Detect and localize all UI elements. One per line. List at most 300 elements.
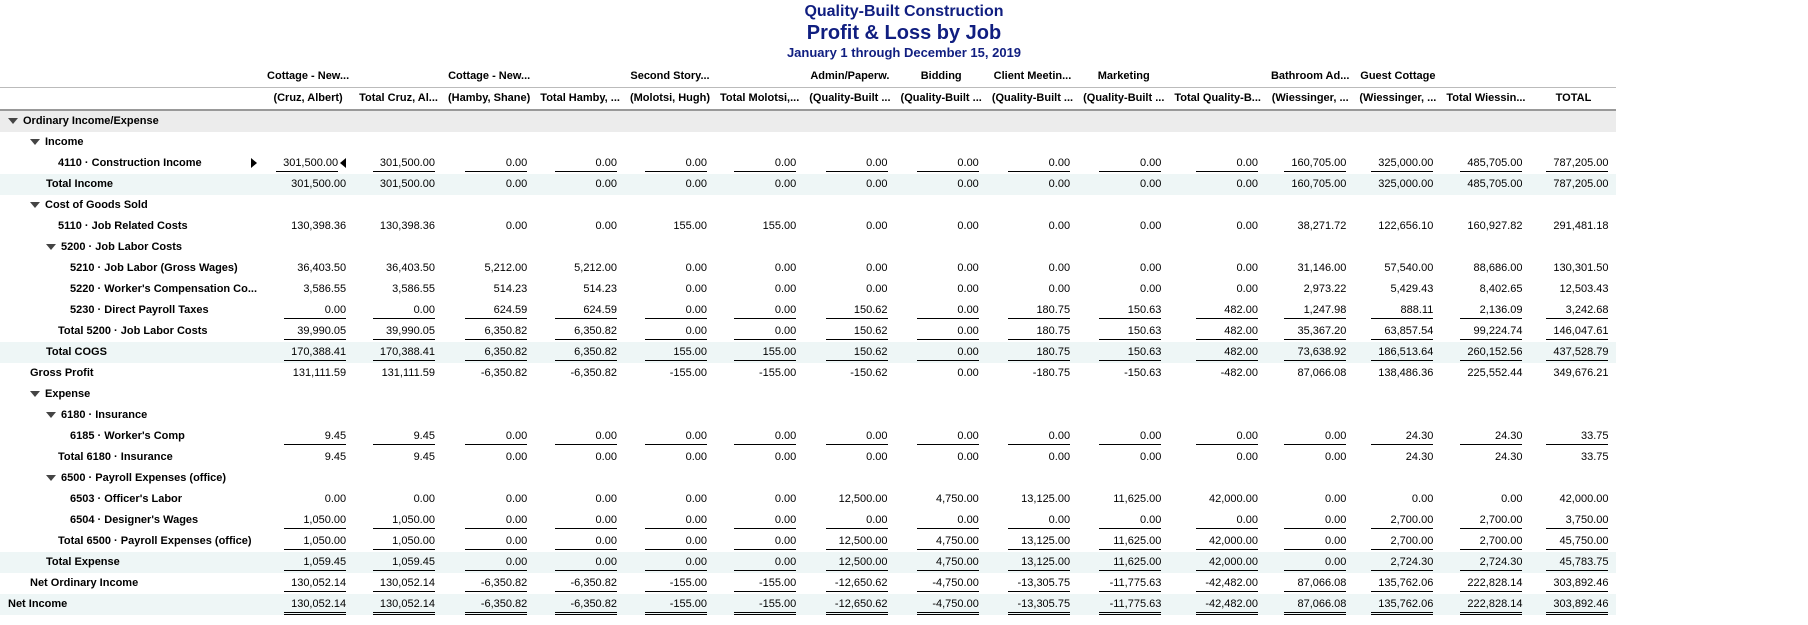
amount-cell[interactable]	[535, 153, 625, 174]
amount-cell[interactable]	[804, 531, 895, 552]
column-header[interactable]: Second Story...	[625, 66, 715, 88]
amount-cell[interactable]	[1078, 468, 1169, 489]
amount-cell[interactable]	[535, 552, 625, 573]
amount-cell[interactable]	[535, 594, 625, 615]
report-row[interactable]	[0, 405, 1616, 426]
amount-cell[interactable]	[1169, 132, 1266, 153]
amount-cell[interactable]	[262, 531, 354, 552]
amount-cell[interactable]	[1078, 342, 1169, 363]
column-header[interactable]: Total Molotsi,...	[715, 88, 804, 111]
amount-cell[interactable]	[1530, 279, 1616, 300]
amount-cell[interactable]	[535, 321, 625, 342]
amount-cell[interactable]	[625, 110, 715, 132]
row-label[interactable]	[0, 405, 262, 426]
row-label[interactable]	[0, 174, 262, 195]
amount-cell[interactable]	[625, 510, 715, 531]
column-header[interactable]: Cottage - New...	[443, 66, 535, 88]
column-header[interactable]: (Hamby, Shane)	[443, 88, 535, 111]
column-header[interactable]: TOTAL	[1530, 88, 1616, 111]
report-row[interactable]	[0, 510, 1616, 531]
amount-cell[interactable]	[1266, 510, 1354, 531]
amount-cell[interactable]	[1354, 594, 1441, 615]
amount-cell[interactable]	[896, 110, 987, 132]
amount-cell[interactable]	[1530, 405, 1616, 426]
report-row[interactable]	[0, 573, 1616, 594]
amount-cell[interactable]	[262, 279, 354, 300]
amount-cell[interactable]	[1266, 342, 1354, 363]
amount-cell[interactable]	[625, 216, 715, 237]
amount-cell[interactable]	[262, 489, 354, 510]
amount-cell[interactable]	[987, 594, 1078, 615]
report-row[interactable]	[0, 426, 1616, 447]
amount-cell[interactable]	[1169, 216, 1266, 237]
report-row[interactable]	[0, 195, 1616, 216]
amount-cell[interactable]	[987, 573, 1078, 594]
amount-cell[interactable]	[1078, 300, 1169, 321]
amount-cell[interactable]	[1169, 321, 1266, 342]
amount-cell[interactable]	[1530, 110, 1616, 132]
amount-cell[interactable]	[1078, 321, 1169, 342]
amount-cell[interactable]	[896, 552, 987, 573]
amount-cell[interactable]	[1078, 531, 1169, 552]
column-header[interactable]	[1441, 66, 1530, 88]
amount-cell[interactable]	[354, 552, 443, 573]
column-header[interactable]: Total Cruz, Al...	[354, 88, 443, 111]
amount-cell[interactable]	[262, 321, 354, 342]
amount-cell[interactable]	[715, 384, 804, 405]
amount-cell[interactable]	[1078, 153, 1169, 174]
amount-cell[interactable]	[443, 594, 535, 615]
amount-cell[interactable]	[1441, 321, 1530, 342]
amount-cell[interactable]	[354, 216, 443, 237]
amount-cell[interactable]	[987, 174, 1078, 195]
amount-cell[interactable]	[715, 195, 804, 216]
report-row[interactable]	[0, 447, 1616, 468]
column-header[interactable]: (Molotsi, Hugh)	[625, 88, 715, 111]
amount-cell[interactable]	[1266, 195, 1354, 216]
amount-cell[interactable]	[715, 132, 804, 153]
amount-cell[interactable]	[987, 279, 1078, 300]
column-header[interactable]	[715, 66, 804, 88]
amount-cell[interactable]	[535, 468, 625, 489]
report-row[interactable]	[0, 552, 1616, 573]
amount-cell[interactable]	[1354, 300, 1441, 321]
amount-cell[interactable]	[1441, 237, 1530, 258]
amount-cell[interactable]	[896, 300, 987, 321]
amount-cell[interactable]	[1169, 237, 1266, 258]
amount-cell[interactable]	[804, 489, 895, 510]
amount-cell[interactable]	[1169, 447, 1266, 468]
amount-cell[interactable]	[1078, 510, 1169, 531]
row-label[interactable]	[0, 531, 262, 552]
amount-cell[interactable]	[715, 552, 804, 573]
amount-cell[interactable]	[1354, 510, 1441, 531]
amount-cell[interactable]	[987, 237, 1078, 258]
amount-cell[interactable]	[1354, 447, 1441, 468]
row-label[interactable]	[0, 573, 262, 594]
collapse-triangle-icon[interactable]	[30, 391, 40, 397]
amount-cell[interactable]	[354, 384, 443, 405]
amount-cell[interactable]	[625, 531, 715, 552]
amount-cell[interactable]	[443, 468, 535, 489]
amount-cell[interactable]	[354, 489, 443, 510]
report-row[interactable]	[0, 342, 1616, 363]
amount-cell[interactable]	[804, 153, 895, 174]
amount-cell[interactable]	[1266, 468, 1354, 489]
amount-cell[interactable]	[1078, 405, 1169, 426]
amount-cell[interactable]	[1441, 531, 1530, 552]
amount-cell[interactable]	[804, 363, 895, 384]
amount-cell[interactable]	[1441, 405, 1530, 426]
report-row[interactable]	[0, 531, 1616, 552]
row-label[interactable]	[0, 237, 262, 258]
amount-cell[interactable]	[715, 405, 804, 426]
amount-cell[interactable]	[804, 342, 895, 363]
amount-cell[interactable]	[443, 321, 535, 342]
amount-cell[interactable]	[535, 195, 625, 216]
amount-cell[interactable]	[1078, 132, 1169, 153]
amount-cell[interactable]	[1530, 342, 1616, 363]
amount-cell[interactable]	[443, 510, 535, 531]
amount-cell[interactable]	[1441, 342, 1530, 363]
amount-cell[interactable]	[262, 110, 354, 132]
amount-cell[interactable]	[262, 132, 354, 153]
amount-cell[interactable]	[987, 510, 1078, 531]
amount-cell[interactable]	[715, 216, 804, 237]
amount-cell[interactable]	[1354, 531, 1441, 552]
amount-cell[interactable]	[896, 216, 987, 237]
amount-cell[interactable]	[1169, 552, 1266, 573]
amount-cell[interactable]	[1354, 279, 1441, 300]
amount-cell[interactable]	[443, 237, 535, 258]
amount-cell[interactable]	[1169, 195, 1266, 216]
amount-cell[interactable]	[443, 363, 535, 384]
report-row[interactable]	[0, 384, 1616, 405]
amount-cell[interactable]	[1078, 489, 1169, 510]
amount-cell[interactable]	[535, 258, 625, 279]
amount-cell[interactable]	[443, 279, 535, 300]
amount-cell[interactable]	[1530, 174, 1616, 195]
amount-cell[interactable]	[1266, 110, 1354, 132]
row-label[interactable]	[0, 153, 262, 174]
amount-cell[interactable]	[354, 110, 443, 132]
amount-cell[interactable]	[1530, 132, 1616, 153]
amount-cell[interactable]	[625, 174, 715, 195]
amount-cell[interactable]	[715, 279, 804, 300]
amount-cell[interactable]	[1530, 552, 1616, 573]
amount-cell[interactable]	[625, 468, 715, 489]
amount-cell[interactable]	[625, 384, 715, 405]
column-header[interactable]	[1169, 66, 1266, 88]
amount-cell[interactable]	[1169, 174, 1266, 195]
collapse-triangle-icon[interactable]	[46, 475, 56, 481]
amount-cell[interactable]	[1266, 363, 1354, 384]
amount-cell[interactable]	[535, 342, 625, 363]
report-row[interactable]	[0, 132, 1616, 153]
amount-cell[interactable]	[1266, 426, 1354, 447]
amount-cell[interactable]	[262, 195, 354, 216]
amount-cell[interactable]	[625, 573, 715, 594]
amount-cell[interactable]	[1530, 468, 1616, 489]
amount-cell[interactable]	[1266, 447, 1354, 468]
amount-cell[interactable]	[987, 258, 1078, 279]
amount-cell[interactable]	[354, 363, 443, 384]
column-header[interactable]: (Quality-Built ...	[804, 88, 895, 111]
row-label[interactable]	[0, 279, 262, 300]
amount-cell[interactable]	[896, 405, 987, 426]
amount-cell[interactable]	[896, 447, 987, 468]
column-header[interactable]: (Wiessinger, ...	[1354, 88, 1441, 111]
amount-cell[interactable]	[443, 384, 535, 405]
amount-cell[interactable]	[804, 132, 895, 153]
amount-cell[interactable]	[1354, 384, 1441, 405]
column-header[interactable]: Total Wiessin...	[1441, 88, 1530, 111]
amount-cell[interactable]	[1078, 195, 1169, 216]
amount-cell[interactable]	[987, 552, 1078, 573]
amount-cell[interactable]	[1441, 552, 1530, 573]
column-header[interactable]: (Quality-Built ...	[896, 88, 987, 111]
report-row[interactable]	[0, 110, 1616, 132]
column-header[interactable]: (Cruz, Albert)	[262, 88, 354, 111]
amount-cell[interactable]	[535, 426, 625, 447]
amount-cell[interactable]	[1169, 384, 1266, 405]
amount-cell[interactable]	[1354, 195, 1441, 216]
amount-cell[interactable]	[1078, 110, 1169, 132]
amount-cell[interactable]	[715, 153, 804, 174]
amount-cell[interactable]	[1354, 237, 1441, 258]
amount-cell[interactable]	[1169, 279, 1266, 300]
amount-cell[interactable]	[1354, 174, 1441, 195]
amount-cell[interactable]	[715, 258, 804, 279]
amount-cell[interactable]	[987, 300, 1078, 321]
amount-cell[interactable]	[1078, 384, 1169, 405]
amount-cell[interactable]	[804, 174, 895, 195]
amount-cell[interactable]	[1266, 573, 1354, 594]
column-header[interactable]: (Quality-Built ...	[987, 88, 1078, 111]
amount-cell[interactable]	[896, 510, 987, 531]
amount-cell[interactable]	[443, 195, 535, 216]
amount-cell[interactable]	[1354, 153, 1441, 174]
amount-cell[interactable]	[804, 426, 895, 447]
amount-cell[interactable]	[1441, 573, 1530, 594]
amount-cell[interactable]	[262, 300, 354, 321]
amount-cell[interactable]	[987, 342, 1078, 363]
amount-cell[interactable]	[1354, 342, 1441, 363]
column-header[interactable]: (Quality-Built ...	[1078, 88, 1169, 111]
amount-cell[interactable]	[354, 300, 443, 321]
amount-cell[interactable]	[354, 426, 443, 447]
amount-cell[interactable]	[1169, 110, 1266, 132]
amount-cell[interactable]	[1078, 363, 1169, 384]
amount-cell[interactable]	[1530, 489, 1616, 510]
amount-cell[interactable]	[1078, 216, 1169, 237]
amount-cell[interactable]	[1266, 405, 1354, 426]
column-header[interactable]: Bathroom Ad...	[1266, 66, 1354, 88]
amount-cell[interactable]	[262, 363, 354, 384]
amount-cell[interactable]	[1354, 405, 1441, 426]
amount-cell[interactable]	[625, 321, 715, 342]
amount-cell[interactable]	[1441, 384, 1530, 405]
amount-cell[interactable]	[1441, 363, 1530, 384]
amount-cell[interactable]	[987, 363, 1078, 384]
amount-cell[interactable]	[987, 531, 1078, 552]
row-label[interactable]	[0, 258, 262, 279]
amount-cell[interactable]	[535, 405, 625, 426]
amount-cell[interactable]	[804, 384, 895, 405]
amount-cell[interactable]	[987, 216, 1078, 237]
amount-cell[interactable]	[1078, 594, 1169, 615]
row-label[interactable]	[0, 300, 262, 321]
report-row[interactable]	[0, 237, 1616, 258]
column-header[interactable]: Admin/Paperw.	[804, 66, 895, 88]
amount-cell[interactable]	[896, 342, 987, 363]
amount-cell[interactable]	[987, 384, 1078, 405]
amount-cell[interactable]	[1169, 426, 1266, 447]
amount-cell[interactable]	[262, 237, 354, 258]
amount-cell[interactable]	[262, 405, 354, 426]
amount-cell[interactable]	[1354, 426, 1441, 447]
amount-cell[interactable]	[1169, 573, 1266, 594]
amount-cell[interactable]	[896, 279, 987, 300]
amount-cell[interactable]	[625, 594, 715, 615]
amount-cell[interactable]	[896, 132, 987, 153]
amount-cell[interactable]	[1266, 237, 1354, 258]
amount-cell[interactable]	[987, 489, 1078, 510]
amount-cell[interactable]	[1354, 573, 1441, 594]
column-header[interactable]: Bidding	[896, 66, 987, 88]
amount-cell[interactable]	[1441, 258, 1530, 279]
amount-cell[interactable]	[262, 153, 354, 174]
report-row[interactable]	[0, 321, 1616, 342]
amount-cell[interactable]	[1169, 489, 1266, 510]
amount-cell[interactable]	[1441, 594, 1530, 615]
amount-cell[interactable]	[354, 573, 443, 594]
amount-cell[interactable]	[443, 531, 535, 552]
amount-cell[interactable]	[987, 468, 1078, 489]
amount-cell[interactable]	[1078, 237, 1169, 258]
amount-cell[interactable]	[1078, 573, 1169, 594]
amount-cell[interactable]	[1441, 195, 1530, 216]
amount-cell[interactable]	[262, 426, 354, 447]
row-label[interactable]	[0, 321, 262, 342]
amount-cell[interactable]	[354, 237, 443, 258]
amount-cell[interactable]	[262, 468, 354, 489]
amount-cell[interactable]	[715, 342, 804, 363]
amount-cell[interactable]	[262, 552, 354, 573]
report-row[interactable]	[0, 489, 1616, 510]
amount-cell[interactable]	[715, 237, 804, 258]
column-header[interactable]	[354, 66, 443, 88]
amount-cell[interactable]	[1169, 468, 1266, 489]
amount-cell[interactable]	[625, 426, 715, 447]
amount-cell[interactable]	[625, 489, 715, 510]
amount-cell[interactable]	[443, 300, 535, 321]
report-row[interactable]	[0, 279, 1616, 300]
amount-cell[interactable]	[804, 405, 895, 426]
amount-cell[interactable]	[1169, 258, 1266, 279]
report-row[interactable]	[0, 300, 1616, 321]
amount-cell[interactable]	[535, 174, 625, 195]
amount-cell[interactable]	[1530, 363, 1616, 384]
amount-cell[interactable]	[443, 342, 535, 363]
amount-cell[interactable]	[987, 405, 1078, 426]
row-label[interactable]	[0, 447, 262, 468]
amount-cell[interactable]	[443, 174, 535, 195]
amount-cell[interactable]	[804, 110, 895, 132]
amount-cell[interactable]	[625, 195, 715, 216]
amount-cell[interactable]	[1354, 258, 1441, 279]
amount-cell[interactable]	[896, 321, 987, 342]
amount-cell[interactable]	[1530, 384, 1616, 405]
amount-cell[interactable]	[804, 279, 895, 300]
amount-cell[interactable]	[1530, 531, 1616, 552]
amount-cell[interactable]	[443, 573, 535, 594]
report-row[interactable]	[0, 216, 1616, 237]
amount-cell[interactable]	[896, 153, 987, 174]
amount-cell[interactable]	[354, 279, 443, 300]
amount-cell[interactable]	[715, 363, 804, 384]
row-label[interactable]	[0, 426, 262, 447]
collapse-triangle-icon[interactable]	[8, 118, 18, 124]
amount-cell[interactable]	[1169, 594, 1266, 615]
amount-cell[interactable]	[896, 531, 987, 552]
amount-cell[interactable]	[896, 237, 987, 258]
amount-cell[interactable]	[896, 258, 987, 279]
amount-cell[interactable]	[715, 300, 804, 321]
amount-cell[interactable]	[715, 594, 804, 615]
amount-cell[interactable]	[1441, 447, 1530, 468]
amount-cell[interactable]	[625, 153, 715, 174]
amount-cell[interactable]	[354, 132, 443, 153]
amount-cell[interactable]	[443, 110, 535, 132]
amount-cell[interactable]	[443, 132, 535, 153]
amount-cell[interactable]	[1169, 405, 1266, 426]
amount-cell[interactable]	[1530, 237, 1616, 258]
amount-cell[interactable]	[987, 132, 1078, 153]
amount-cell[interactable]	[1169, 153, 1266, 174]
amount-cell[interactable]	[1441, 174, 1530, 195]
amount-cell[interactable]	[1530, 510, 1616, 531]
amount-cell[interactable]	[1266, 552, 1354, 573]
amount-cell[interactable]	[1441, 489, 1530, 510]
column-header[interactable]: Client Meetin...	[987, 66, 1078, 88]
amount-cell[interactable]	[896, 573, 987, 594]
row-label[interactable]	[0, 510, 262, 531]
amount-cell[interactable]	[625, 342, 715, 363]
amount-cell[interactable]	[1266, 174, 1354, 195]
amount-cell[interactable]	[987, 195, 1078, 216]
amount-cell[interactable]	[625, 405, 715, 426]
amount-cell[interactable]	[987, 447, 1078, 468]
amount-cell[interactable]	[715, 573, 804, 594]
amount-cell[interactable]	[804, 594, 895, 615]
amount-cell[interactable]	[262, 384, 354, 405]
amount-cell[interactable]	[443, 153, 535, 174]
amount-cell[interactable]	[1354, 216, 1441, 237]
amount-cell[interactable]	[1169, 363, 1266, 384]
amount-cell[interactable]	[715, 531, 804, 552]
amount-cell[interactable]	[354, 174, 443, 195]
amount-cell[interactable]	[354, 258, 443, 279]
column-header[interactable]: Cottage - New...	[262, 66, 354, 88]
amount-cell[interactable]	[262, 174, 354, 195]
amount-cell[interactable]	[987, 426, 1078, 447]
amount-cell[interactable]	[896, 594, 987, 615]
amount-cell[interactable]	[804, 573, 895, 594]
amount-cell[interactable]	[354, 510, 443, 531]
row-label[interactable]	[0, 132, 262, 153]
amount-cell[interactable]	[354, 447, 443, 468]
